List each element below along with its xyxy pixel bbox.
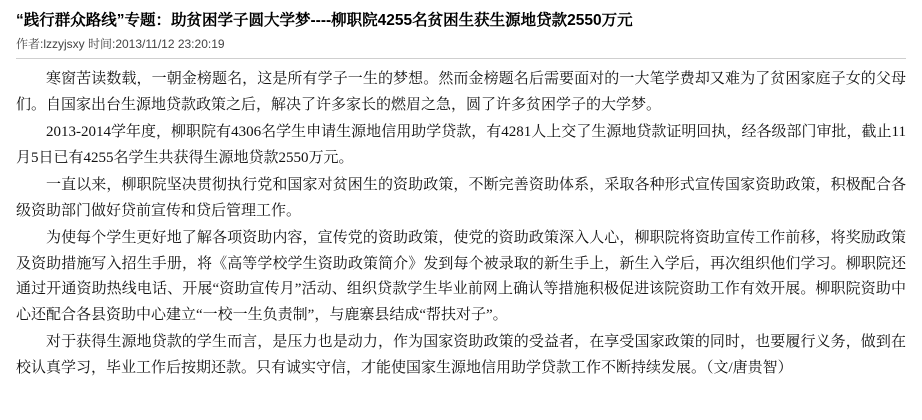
article-body [16,67,906,381]
header-divider [16,58,906,59]
page-title: “践行群众路线”专题：助贫困学子圆大学梦----柳职院4255名贫困生获生源地贷款2550万元 [16,12,633,29]
article-paragraph: 2013-2014学年度，柳职院有4306名学生申请生源地信用助学贷款，有4281人上交了生源地贷款证明回执，经各级部门审批，截止11月5日已有4255名学生共获得生源地贷款2550万元。 [16,124,906,166]
article-paragraph: 寒窗苦读数载，一朝金榜题名，这是所有学子一生的梦想。然而金榜题名后需要面对的一大笔学费却又难为了贫困家庭子女的父母们。自国家出台生源地贷款政策之后，解决了许多家长的燃眉之急，圆了许多贫困学子的大学梦。 [16,71,906,113]
article-paragraph: 为使每个学生更好地了解各项资助内容，宣传党的资助政策，使党的资助政策深入人心，柳职院将资助宣传工作前移，将奖励政策及资助措施写入招生手册，将《高等学校学生资助政策简介》发到每个被录取的新生手上，新生入学后，再次组织他们学习。柳职院还通过开通资助热线电话、开展“资助宣传月”活动、组织贷款学生毕业前网上确认等措施积极促进该院资助工作有效开展。柳职院资助中心还配合各县资助中心建立“一校一生负责制”，与鹿寨县结成“帮扶对子”。 [16,230,906,323]
article-paragraph: 一直以来，柳职院坚决贯彻执行党和国家对贫困生的资助政策，不断完善资助体系，采取各种形式宣传国家资助政策，积极配合各级资助部门做好贷前宣传和贷后管理工作。 [16,177,906,219]
article-paragraph: 对于获得生源地贷款的学生而言，是压力也是动力，作为国家资助政策的受益者，在享受国家政策的同时，也要履行义务，做到在校认真学习，毕业工作后按期还款。只有诚实守信，才能使国家生源地信用助学贷款工作不断持续发展。（文/唐贵智） [16,334,906,376]
article-meta-text: 作者:lzzyjsxy 时间:2013/11/12 23:20:19 [16,37,225,51]
article-meta [16,36,906,52]
